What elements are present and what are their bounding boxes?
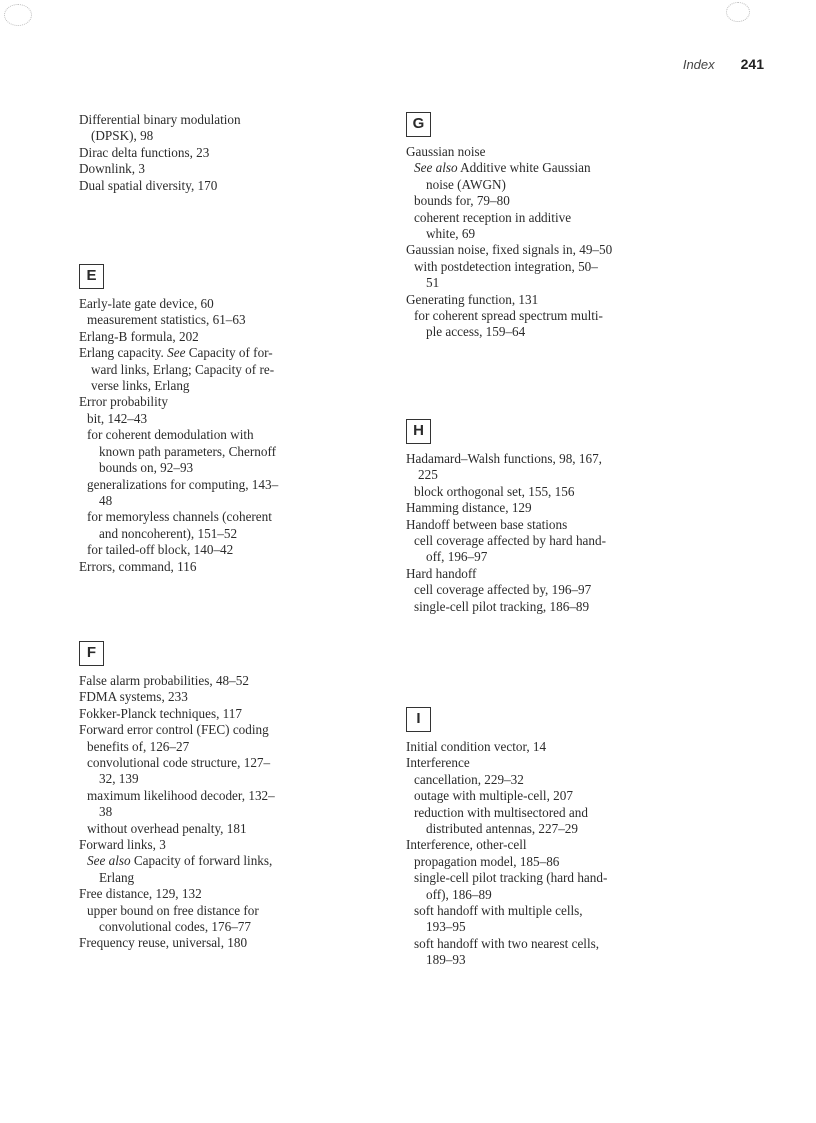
index-entry-line: Forward error control (FEC) coding	[79, 722, 269, 738]
index-section-g	[406, 112, 746, 341]
index-subentry	[406, 533, 746, 566]
index-entry-line: Dual spatial diversity, 170	[79, 177, 218, 193]
index-subentry	[406, 599, 746, 615]
index-section-i	[406, 707, 746, 969]
cross-reference-label: See	[167, 345, 186, 361]
index-entry-line: generalizations for computing, 143–	[87, 476, 279, 492]
index-subentry	[406, 259, 746, 292]
index-entry-line: Gaussian noise, fixed signals in, 49–50	[406, 242, 613, 258]
index-subentry	[79, 755, 419, 788]
index-entry-line: for coherent demodulation with	[87, 427, 254, 443]
index-entry-line: noise (AWGN)	[426, 176, 506, 192]
index-entry	[79, 559, 419, 575]
index-entry	[79, 178, 419, 194]
index-entry-line: Free distance, 129, 132	[79, 886, 202, 902]
index-entry	[79, 345, 419, 394]
index-entry	[406, 755, 746, 771]
index-entry-line: propagation model, 185–86	[414, 853, 560, 869]
index-column-left	[79, 112, 419, 952]
index-entry	[79, 706, 419, 722]
index-subentry	[406, 870, 746, 903]
index-entry	[79, 161, 419, 177]
index-subentry	[79, 542, 419, 558]
index-subentry	[79, 477, 419, 510]
index-entry	[79, 394, 419, 410]
index-entry-line: (DPSK), 98	[91, 128, 154, 144]
section-letter-i: I	[406, 707, 431, 732]
index-subentry	[406, 484, 746, 500]
index-entry-line: single-cell pilot tracking (hard hand-	[414, 870, 608, 886]
index-entry-line: convolutional codes, 176–77	[99, 919, 251, 935]
index-entry-line: 193–95	[426, 919, 466, 935]
index-entry-line: 189–93	[426, 952, 466, 968]
index-entry	[406, 517, 746, 533]
scan-artifact-top-right	[726, 2, 750, 22]
index-subentry	[406, 854, 746, 870]
index-subentry	[406, 582, 746, 598]
page-number: 241	[740, 56, 764, 72]
index-entry	[406, 837, 746, 853]
index-entry-line: cell coverage affected by hard hand-	[414, 532, 606, 548]
index-entry-line: single-cell pilot tracking, 186–89	[414, 598, 590, 614]
index-entry-line: convolutional code structure, 127–	[87, 754, 271, 770]
index-entry-line: Interference	[406, 755, 470, 771]
index-subentry	[406, 308, 746, 341]
index-subentry	[79, 312, 419, 328]
index-entry-line: False alarm probabilities, 48–52	[79, 672, 249, 688]
index-entry	[79, 112, 419, 145]
index-entry-line: See also Capacity of forward links,	[87, 853, 273, 869]
index-entry-line: Fokker-Planck techniques, 117	[79, 705, 242, 721]
index-entry	[406, 144, 746, 160]
cross-reference-label: See also	[87, 853, 131, 869]
index-entry-line: Dirac delta functions, 23	[79, 144, 210, 160]
index-entry-line: block orthogonal set, 155, 156	[414, 483, 575, 499]
index-entry-line: Errors, command, 116	[79, 558, 197, 574]
section-letter-g: G	[406, 112, 431, 137]
index-entry	[79, 837, 419, 853]
index-entry	[79, 886, 419, 902]
index-entry-line: 32, 139	[99, 771, 139, 787]
index-entry	[406, 451, 746, 484]
index-subentry	[406, 193, 746, 209]
index-subentry	[79, 821, 419, 837]
index-entry-line: 51	[426, 275, 440, 291]
index-entry-line: soft handoff with two nearest cells,	[414, 935, 600, 951]
index-entry-line: soft handoff with multiple cells,	[414, 903, 583, 918]
index-subentry	[79, 509, 419, 542]
index-entry	[406, 739, 746, 755]
index-entry-line: Erlang	[99, 869, 135, 885]
index-entry-line: known path parameters, Chernoff	[99, 443, 277, 459]
index-entry-line: for tailed-off block, 140–42	[87, 542, 234, 558]
index-entry-line: Differential binary modulation	[79, 112, 241, 127]
index-entry-line: Hamming distance, 129	[406, 500, 532, 516]
index-subentry	[406, 772, 746, 788]
scan-artifact-top-left	[4, 4, 32, 26]
index-subentry	[406, 936, 746, 969]
index-entry-line: off), 186–89	[426, 886, 492, 902]
index-subentry	[79, 853, 419, 886]
index-entry-line: and noncoherent), 151–52	[99, 525, 238, 541]
index-entry-line: See also Additive white Gaussian	[414, 160, 591, 176]
index-subentry	[79, 739, 419, 755]
section-letter-h: H	[406, 419, 431, 444]
index-section-e	[79, 264, 419, 575]
index-entry-line: verse links, Erlang	[91, 378, 190, 394]
index-entry-line: Erlang-B formula, 202	[79, 328, 199, 344]
index-entry-line: ple access, 159–64	[426, 324, 526, 340]
index-entry-line: off, 196–97	[426, 549, 488, 565]
index-entry-line: FDMA systems, 233	[79, 689, 188, 705]
index-entry-line: outage with multiple-cell, 207	[414, 788, 573, 804]
index-entry-line: Early-late gate device, 60	[79, 296, 214, 312]
index-entry-line: Hard handoff	[406, 565, 477, 581]
index-subentry	[79, 427, 419, 476]
index-subentry	[79, 903, 419, 936]
index-entry-line: benefits of, 126–27	[87, 738, 190, 754]
index-subentry	[406, 160, 746, 193]
index-entry-line: measurement statistics, 61–63	[87, 312, 246, 328]
index-entry-line: Interference, other-cell	[406, 837, 527, 853]
index-entry	[406, 566, 746, 582]
index-entry	[79, 689, 419, 705]
index-entry-line: coherent reception in additive	[414, 209, 572, 225]
index-subentry	[406, 903, 746, 936]
index-column-right	[406, 112, 746, 969]
index-section-f	[79, 641, 419, 952]
index-entry-line: Frequency reuse, universal, 180	[79, 935, 248, 951]
index-entry-line: white, 69	[426, 226, 476, 242]
index-entry-line: reduction with multisectored and	[414, 804, 588, 820]
index-entry-line: 48	[99, 492, 113, 508]
index-entry-line: without overhead penalty, 181	[87, 820, 247, 836]
index-entry	[79, 722, 419, 738]
index-subentry	[406, 788, 746, 804]
index-entry-line: Erlang capacity. See Capacity of for-	[79, 345, 273, 361]
index-entry-line: Downlink, 3	[79, 161, 145, 177]
index-entry	[79, 296, 419, 312]
index-entry-line: Initial condition vector, 14	[406, 738, 547, 754]
section-letter-e: E	[79, 264, 104, 289]
index-entry	[406, 292, 746, 308]
index-entry-line: with postdetection integration, 50–	[414, 258, 598, 274]
section-letter-f: F	[79, 641, 104, 666]
index-entry-line: bounds for, 79–80	[414, 193, 510, 209]
index-entry-line: for memoryless channels (coherent	[87, 509, 272, 525]
index-entry	[79, 935, 419, 951]
index-entry-line: bit, 142–43	[87, 410, 148, 426]
running-title: Index	[682, 57, 715, 72]
index-entry-line: for coherent spread spectrum multi-	[414, 308, 603, 324]
cross-reference-label: See also	[414, 160, 458, 176]
index-entry	[406, 500, 746, 516]
index-entry-line: upper bound on free distance for	[87, 902, 259, 918]
index-subentry	[79, 411, 419, 427]
index-section-h	[406, 419, 746, 615]
index-entry-line: ward links, Erlang; Capacity of re-	[91, 361, 275, 377]
index-entry-line: bounds on, 92–93	[99, 460, 194, 476]
index-entry-line: cell coverage affected by, 196–97	[414, 582, 592, 598]
index-subentry	[79, 788, 419, 821]
index-entry-line: Error probability	[79, 394, 168, 410]
index-entry-line: 38	[99, 804, 113, 820]
index-entry	[79, 145, 419, 161]
index-entry-line: Forward links, 3	[79, 837, 166, 852]
index-subentry	[406, 210, 746, 243]
index-entry	[79, 329, 419, 345]
index-section-continued	[79, 112, 419, 194]
index-entry-line: Gaussian noise	[406, 144, 486, 159]
page-header	[683, 56, 764, 72]
index-entry-line: 225	[418, 467, 438, 483]
index-entry	[406, 242, 746, 258]
index-entry	[79, 673, 419, 689]
index-subentry	[406, 805, 746, 838]
index-entry-line: distributed antennas, 227–29	[426, 820, 578, 836]
index-entry-line: Handoff between base stations	[406, 516, 568, 532]
index-entry-line: Hadamard–Walsh functions, 98, 167,	[406, 450, 602, 466]
index-entry-line: maximum likelihood decoder, 132–	[87, 787, 275, 803]
index-entry-line: Generating function, 131	[406, 291, 539, 307]
index-entry-line: cancellation, 229–32	[414, 771, 524, 787]
